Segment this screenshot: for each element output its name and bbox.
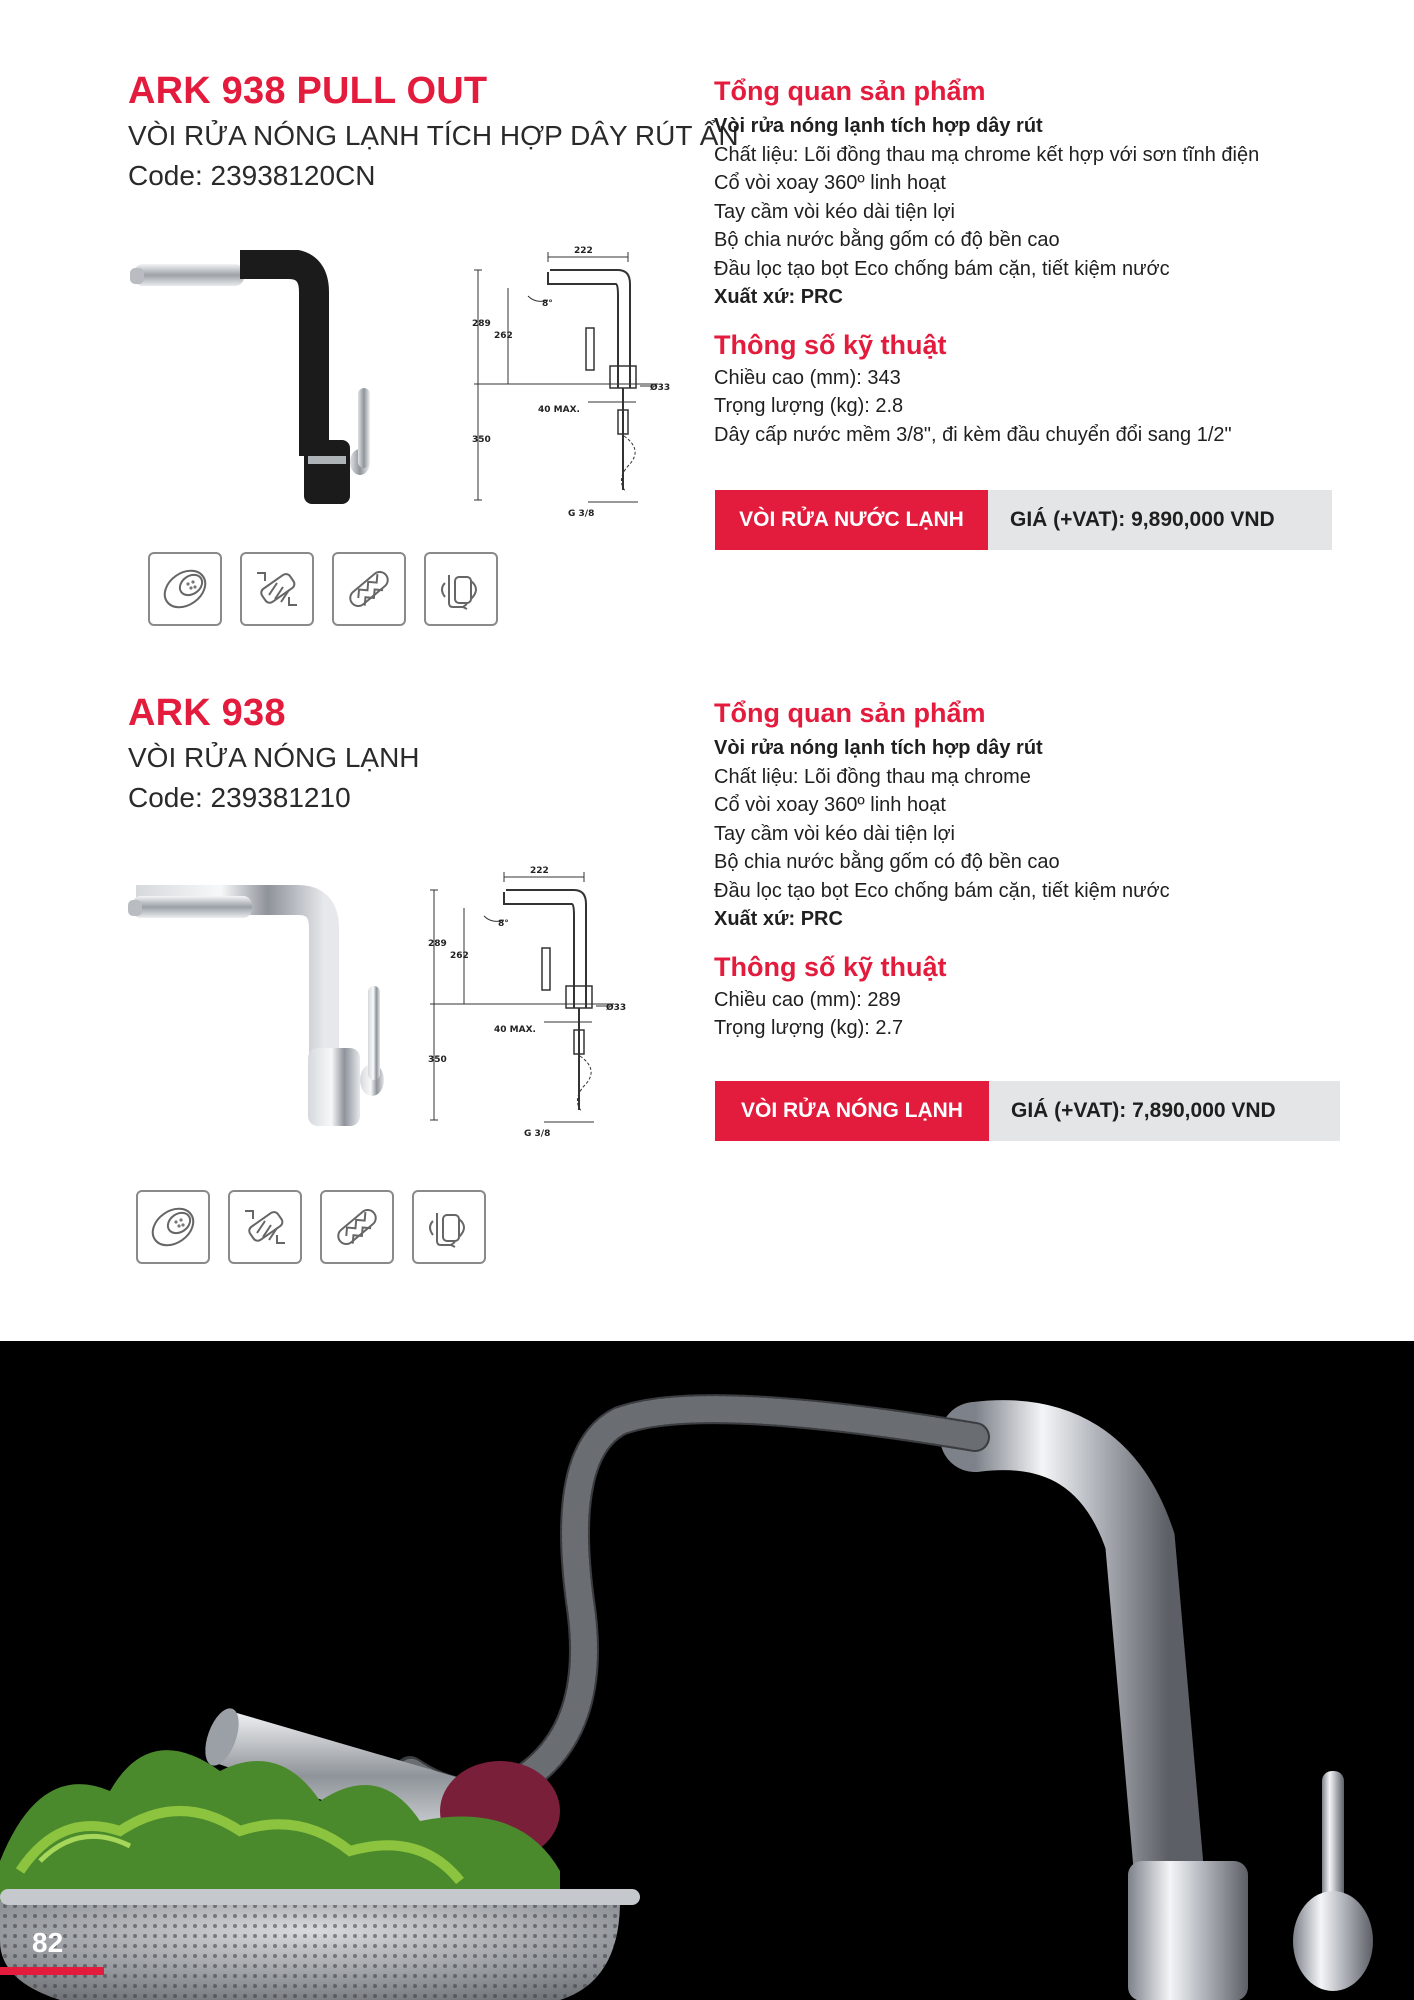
flex-hose-icon: [247, 559, 307, 619]
dim-350: 350: [472, 435, 491, 445]
origin-line: Xuất xứ: PRC: [714, 286, 843, 308]
braided-hose-icon: [339, 559, 399, 619]
product-ark-938-pull-out: [0, 0, 1414, 650]
product-subtitle: VÒI RỬA NÓNG LẠNH: [128, 742, 420, 773]
dim-diameter: Ø33: [606, 1003, 627, 1013]
origin-line: Xuất xứ: PRC: [714, 908, 843, 930]
spec-line: Chiều cao (mm): 289: [714, 988, 901, 1011]
overview-line: Cổ vòi xoay 360º linh hoạt: [714, 794, 946, 816]
overview-line: Tay cầm vòi kéo dài tiện lợi: [714, 822, 955, 845]
braided-hose-icon: [327, 1197, 387, 1257]
product-ark-938: [0, 650, 1414, 1310]
dim-262: 262: [450, 951, 469, 961]
dim-222: 222: [574, 246, 593, 256]
feature-braided-hose: [320, 1190, 394, 1264]
aerator-icon: [143, 1197, 203, 1257]
product-subtitle: VÒI RỬA NÓNG LẠNH TÍCH HỢP DÂY RÚT ẨN: [128, 120, 739, 151]
spec-line: Chiều cao (mm): 343: [714, 366, 901, 389]
faucet-photo-black: [128, 250, 388, 520]
dim-max: 40 MAX.: [494, 1025, 536, 1035]
faucet-photo-chrome: [128, 870, 398, 1140]
feature-flex-hose: [228, 1190, 302, 1264]
spec-title: Thông số kỹ thuật: [714, 951, 947, 982]
dim-angle: 8°: [498, 919, 509, 929]
feature-flex-hose: [240, 552, 314, 626]
technical-drawing: [468, 240, 698, 520]
overview-line: Đầu lọc tạo bọt Eco chống bám cặn, tiết kiệm nước: [714, 879, 1170, 902]
page-accent-bar: [0, 1967, 104, 1975]
overview-line: Vòi rửa nóng lạnh tích hợp dây rút: [714, 737, 1043, 759]
overview-title: Tổng quan sản phẩm: [714, 76, 986, 106]
dim-diameter: Ø33: [650, 383, 671, 393]
feature-swivel: [412, 1190, 486, 1264]
lifestyle-banner: [0, 1341, 1414, 2000]
overview-line: Bộ chia nước bằng gốm có độ bền cao: [714, 229, 1060, 251]
product-code: Code: 239381210: [128, 782, 351, 813]
feature-swivel: [424, 552, 498, 626]
spec-line: Trọng lượng (kg): 2.7: [714, 1017, 904, 1039]
overview-line: Vòi rửa nóng lạnh tích hợp dây rút: [714, 115, 1043, 137]
product-details: [714, 74, 1354, 449]
dim-262: 262: [494, 331, 513, 341]
overview-title: Tổng quan sản phẩm: [714, 698, 986, 728]
feature-aerator: [136, 1190, 210, 1264]
dim-thread: G 3/8: [568, 509, 595, 519]
feature-icons: [136, 1190, 486, 1264]
price-category-label: VÒI RỬA NÓNG LẠNH: [715, 1081, 989, 1141]
spec-line: Dây cấp nước mềm 3/8", đi kèm đầu chuyển đổi sang 1/2": [714, 423, 1232, 446]
price-category-label: VÒI RỬA NƯỚC LẠNH: [715, 490, 988, 550]
price-value: GIÁ (+VAT): 9,890,000 VND: [988, 490, 1332, 550]
dim-350: 350: [428, 1055, 447, 1065]
technical-drawing: [424, 860, 654, 1140]
price-bar: [715, 490, 1332, 550]
page-number: 82: [32, 1927, 64, 1958]
overview-line: Cổ vòi xoay 360º linh hoạt: [714, 172, 946, 194]
aerator-icon: [155, 559, 215, 619]
dim-222: 222: [530, 866, 549, 876]
dim-289: 289: [472, 319, 491, 329]
product-name: ARK 938: [128, 692, 286, 734]
flex-hose-icon: [235, 1197, 295, 1257]
product-details: [714, 696, 1354, 1043]
price-value: GIÁ (+VAT): 7,890,000 VND: [989, 1081, 1340, 1141]
faucet-lifestyle-image: [0, 1341, 1414, 2000]
price-bar: [715, 1081, 1340, 1141]
product-code: Code: 23938120CN: [128, 160, 376, 191]
spec-line: Trọng lượng (kg): 2.8: [714, 395, 904, 417]
feature-aerator: [148, 552, 222, 626]
dim-thread: G 3/8: [524, 1129, 551, 1139]
overview-line: Chất liệu: Lõi đồng thau mạ chrome kết hợp với sơn tĩnh điện: [714, 143, 1260, 166]
product-name: ARK 938 PULL OUT: [128, 70, 488, 112]
swivel-icon: [431, 559, 491, 619]
feature-icons: [148, 552, 498, 626]
spec-title: Thông số kỹ thuật: [714, 329, 947, 360]
overview-line: Bộ chia nước bằng gốm có độ bền cao: [714, 851, 1060, 873]
feature-braided-hose: [332, 552, 406, 626]
overview-line: Chất liệu: Lõi đồng thau mạ chrome: [714, 765, 1031, 788]
dim-max: 40 MAX.: [538, 405, 580, 415]
dim-angle: 8°: [542, 299, 553, 309]
overview-line: Tay cầm vòi kéo dài tiện lợi: [714, 200, 955, 223]
dim-289: 289: [428, 939, 447, 949]
overview-line: Đầu lọc tạo bọt Eco chống bám cặn, tiết kiệm nước: [714, 257, 1170, 280]
swivel-icon: [419, 1197, 479, 1257]
